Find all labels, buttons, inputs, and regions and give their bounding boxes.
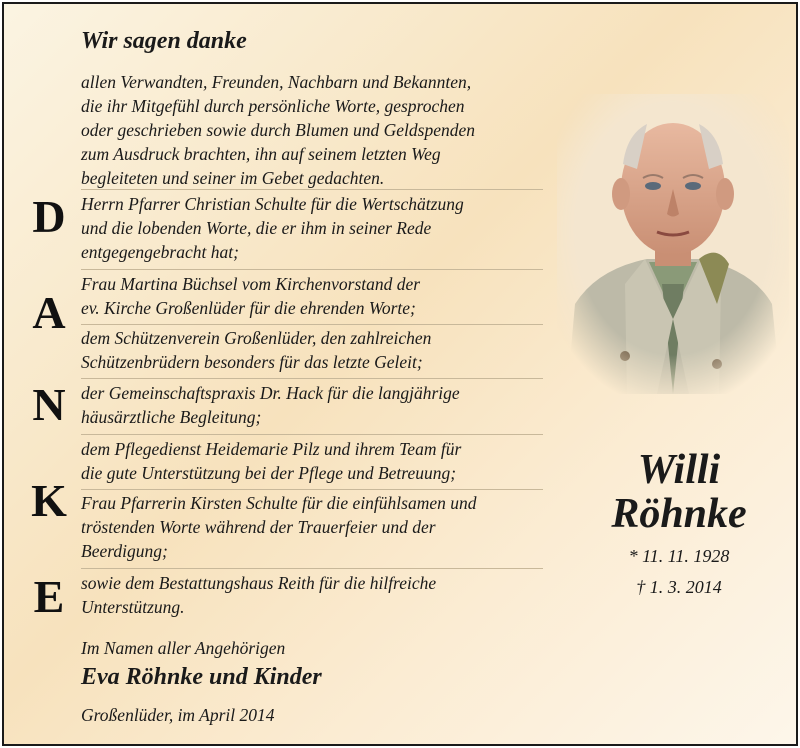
death-date: † 1. 3. 2014 [636,577,722,597]
birth-date: * 11. 11. 1928 [628,546,730,566]
danke-letter-k: K [31,475,67,526]
paragraph-pastor: Herrn Pfarrer Christian Schulte für die Wertschätzung und die lobenden Worte, die er ihm in seiner Rede entgegengebracht hat; [81,194,464,262]
danke-letter-d: D [32,191,66,242]
danke-letter-e: E [33,571,65,622]
divider [81,378,543,379]
paragraph-shooting-club: dem Schützenverein Großenlüder, den zahlreichen Schützenbrüdern besonders für das letzte Geleit; [81,328,432,372]
signoff-family: Eva Röhnke und Kinder [81,664,322,690]
divider [81,324,543,325]
signoff-place-date: Großenlüder, im April 2014 [81,705,275,725]
heading: Wir sagen danke [81,28,247,54]
signoff-intro: Im Namen aller Angehörigen [81,638,286,658]
paragraph-funeral-home: sowie dem Bestattungshaus Reith für die hilfreiche Unterstützung. [81,573,437,617]
divider [81,189,543,190]
paragraph-pastor-female: Frau Pfarrerin Kirsten Schulte für die einfühlsamen und tröstenden Worte während der Trauerfeier und der Beerdigung; [81,493,477,561]
divider [81,434,543,435]
deceased-first-name: Willi [637,447,721,493]
paragraph-care-service: dem Pflegedienst Heidemarie Pilz und ihrem Team für die gute Unterstützung bei der Pflege und Betreuung; [81,439,462,483]
divider [81,568,543,569]
divider [81,489,543,490]
divider [81,269,543,270]
danke-letter-a: A [32,287,66,338]
deceased-last-name: Röhnke [611,491,747,537]
portrait-photo [557,94,789,394]
danke-letter-n: N [32,379,66,430]
paragraph-church-board: Frau Martina Büchsel vom Kirchenvorstand der ev. Kirche Großenlüder für die ehrenden Worte; [81,274,421,318]
paragraph-medical-practice: der Gemeinschaftspraxis Dr. Hack für die langjährige häusärztliche Begleitung; [81,383,460,427]
obituary-card [2,2,798,746]
paragraph-relatives: allen Verwandten, Freunden, Nachbarn und Bekannten, die ihr Mitgefühl durch persönliche Worte, gesprochen oder geschrieben sowie durch Blumen und Geldspenden zum Ausdruck brachten, ihn auf seinem letzten Weg begleiteten und seiner im Gebet gedachten. [81,72,475,188]
